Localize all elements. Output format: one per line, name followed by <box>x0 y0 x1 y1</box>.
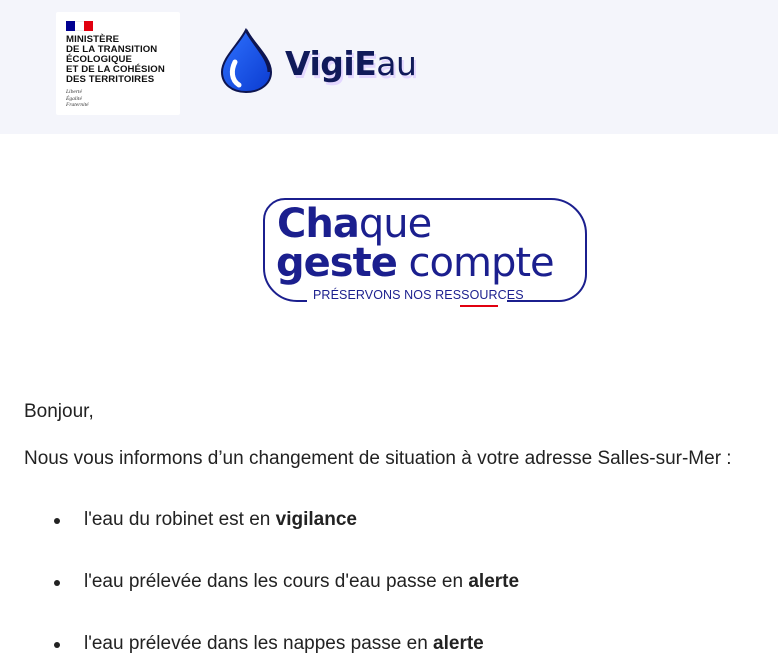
status-level: alerte <box>468 571 520 592</box>
bullet-icon <box>54 642 60 648</box>
bullet-icon <box>54 518 60 524</box>
tagline-underline <box>460 305 498 307</box>
bullet-icon <box>54 580 60 586</box>
status-description: l'eau du robinet est en <box>84 509 276 530</box>
status-description: l'eau prélevée dans les cours d'eau passe en <box>84 571 469 592</box>
status-description: l'eau prélevée dans les nappes passe en <box>84 633 434 654</box>
vigieau-logo[interactable] <box>219 28 419 94</box>
campaign-logo[interactable] <box>260 196 590 311</box>
french-flag-icon <box>66 21 93 31</box>
status-level: alerte <box>433 633 484 654</box>
intro-text: Nous vous informons d’un changement de situation à votre adresse Salles-sur-Mer : <box>24 448 732 469</box>
ministry-logo[interactable] <box>56 12 180 115</box>
greeting-text: Bonjour, <box>24 401 94 422</box>
campaign-line-1: Chaque <box>277 201 432 247</box>
campaign-line-2: geste compte <box>276 240 554 286</box>
list-item <box>84 570 519 594</box>
list-item <box>84 632 484 656</box>
republic-motto: Liberté Égalité Fraternité <box>66 89 89 108</box>
status-level: vigilance <box>275 509 357 530</box>
ministry-name: MINISTÈRE DE LA TRANSITION ÉCOLOGIQUE ET DE LA COHÉSION DES TERRITOIRES <box>66 34 165 85</box>
email-header <box>0 0 778 134</box>
water-drop-icon <box>219 28 275 94</box>
campaign-tagline: PRÉSERVONS NOS RESSOURCES <box>313 288 524 302</box>
brand-name: VigiEau <box>285 44 417 83</box>
list-item <box>84 508 357 532</box>
